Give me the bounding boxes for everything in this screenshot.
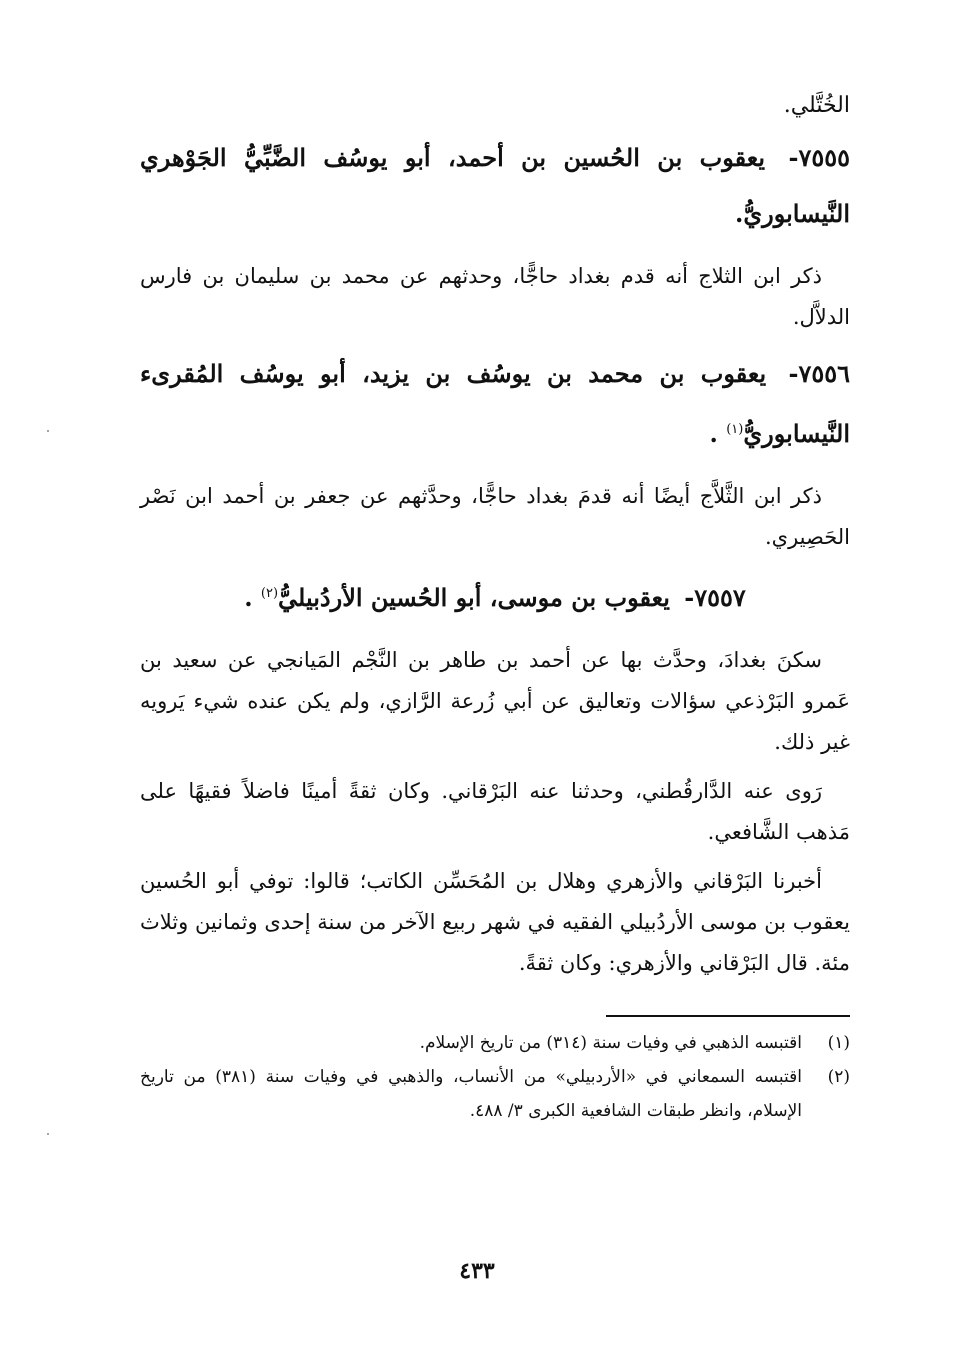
footnote-reference: (١): [726, 422, 744, 437]
entry-number: ٧٥٥٧-: [684, 583, 746, 612]
entry-heading-text: يعقوب بن الحُسين بن أحمد، أبو يوسُف الضَّبِّيُّ الجَوْهري النَّيسابوريُّ.: [140, 143, 850, 228]
scan-speck: [47, 430, 49, 432]
entry-paragraph: رَوى عنه الدَّارقُطني، وحدثنا عنه البَرْقاني. وكان ثقةً أمينًا فاضلاً فقيهًا على مَذهب الشَّافعي.: [140, 779, 850, 844]
heading-end: .: [244, 583, 253, 612]
page-number: ٤٣٣: [459, 1258, 495, 1284]
footnote-text: اقتبسه الذهبي في وفيات سنة (٣١٤) من تاريخ الإسلام.: [419, 1033, 802, 1053]
scan-speck: [47, 1133, 49, 1135]
main-text: [140, 88, 850, 992]
footnote-text: اقتبسه السمعاني في «الأردبيلي» من الأنساب، والذهبي في وفيات سنة (٣٨١) من تاريخ الإسلام، وانظر طبقات الشافعية الكبرى ٣/ ٤٨٨.: [140, 1067, 803, 1121]
entry-heading-7557: [140, 566, 850, 626]
entry-paragraph: سكنَ بغدادَ، وحدَّث بها عن أحمد بن طاهر بن النَّجْم المَيانجي عن سعيد بن عَمرو البَرْذعي سؤالات وتعاليق عن أبي زُرعة الرَّازي، ولم يكن عنده شيء يَرويه غير ذلك.: [140, 648, 850, 754]
footnote-item: [140, 1060, 850, 1128]
carry-over-line: الخُتَّلي.: [783, 93, 850, 118]
footnote-item: [140, 1026, 850, 1060]
entry-heading-text: يعقوب بن موسى، أبو الحُسين الأردُبيليُّ: [278, 583, 670, 612]
entry-number: ٧٥٥٦-: [788, 359, 850, 388]
footnote-mark: (١): [827, 1033, 850, 1053]
entry-paragraph: ذكر ابن الثلاج أنه قدم بغداد حاجًّا، وحدثهم عن محمد بن سليمان بن فارس الدلاَّل.: [140, 264, 850, 329]
entry-paragraph: ذكر ابن الثَّلاَّج أيضًا أنه قدمَ بغداد حاجًّا، وحدَّثهم عن جعفر بن أحمد ابن نَصْر الحَصِيري.: [140, 484, 850, 549]
entry-heading-7556: [140, 346, 850, 462]
footnote-reference: (٢): [260, 586, 279, 601]
entry-number: ٧٥٥٥-: [788, 143, 851, 172]
entry-paragraph: أخبرنا البَرْقاني والأزهري وهلال بن المُحَسِّن الكاتب؛ قالوا: توفي أبو الحُسين يعقوب بن موسى الأردُبيلي الفقيه في شهر ربيع الآخر من سنة إحدى وثمانين وثلاث مئة. قال البَرْقاني والأزهري: وكان ثقةً.: [139, 869, 850, 975]
footnote-mark: (٢): [827, 1067, 850, 1087]
footnote-separator: [606, 1015, 850, 1017]
heading-end: .: [709, 419, 718, 448]
footnotes: [140, 1026, 850, 1128]
entry-heading-text: يعقوب بن محمد بن يوسُف بن يزيد، أبو يوسُف المُقرىء النَّيسابوريُّ: [140, 359, 850, 448]
entry-heading-7555: [140, 130, 850, 242]
